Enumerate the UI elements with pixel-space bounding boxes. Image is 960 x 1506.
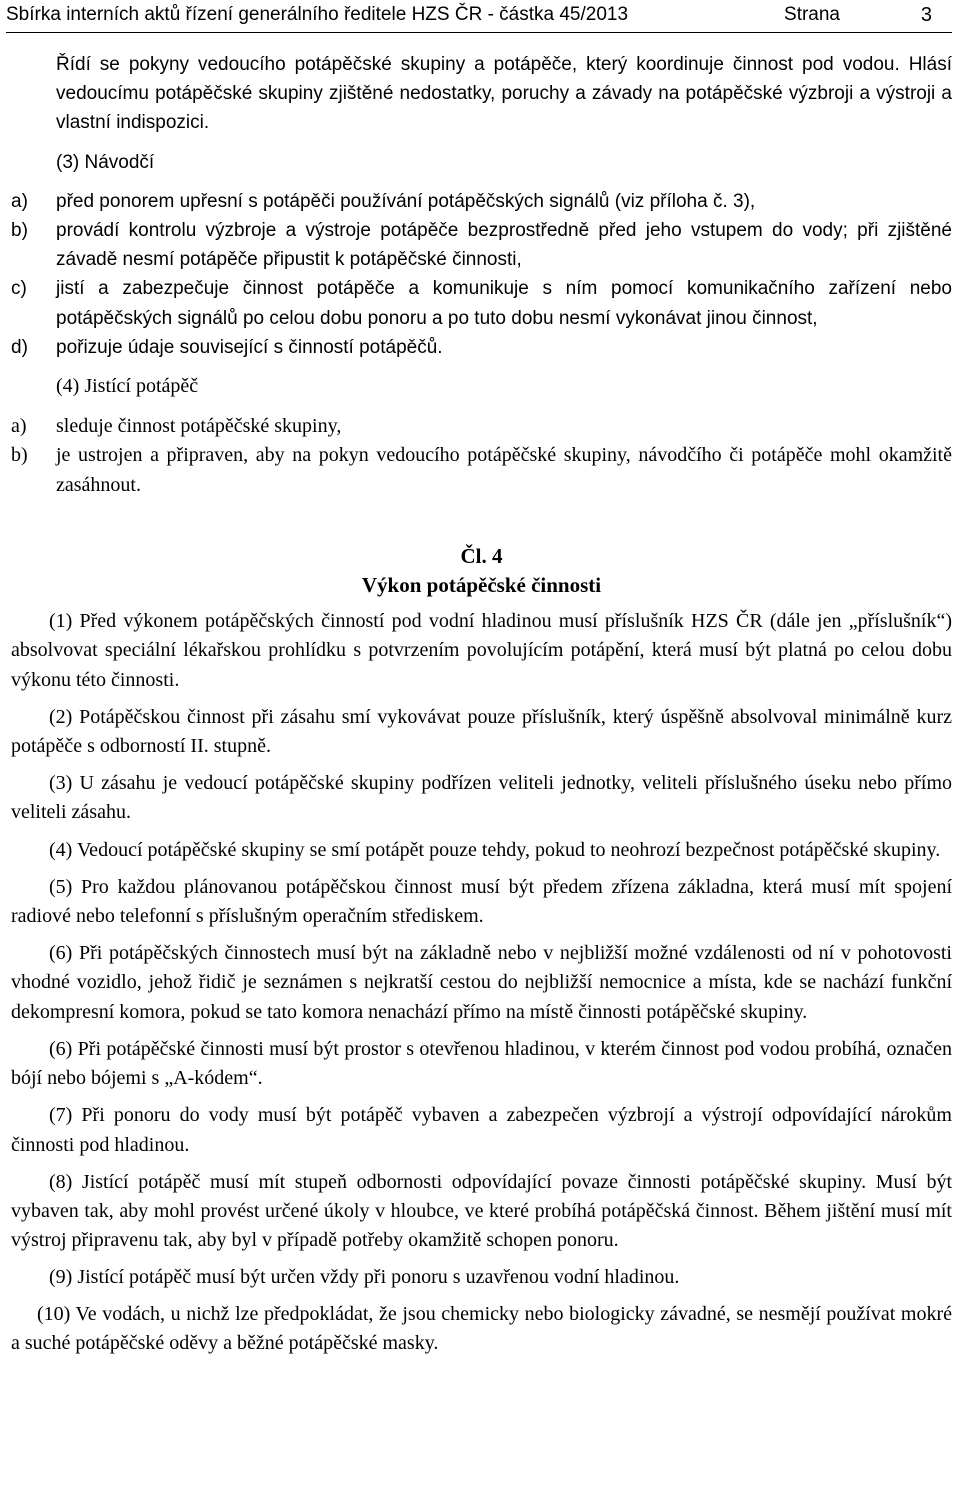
list-item-text: provádí kontrolu výzbroje a výstroje potápěče bezprostředně před jeho vstupem do vody; při zjištěné závadě nesmí potápěče připustit k potápěčské činnosti, <box>56 220 952 271</box>
list-item-label: c) <box>11 278 27 300</box>
list-item-text: před ponorem upřesní s potápěči používání potápěčských signálů (viz příloha č. 3), <box>56 190 756 212</box>
article-paragraph: (1) Před výkonem potápěčských činností pod vodní hladinou musí příslušník HZS ČR (dále jen „příslušník“) absolvovat speciální lékařskou prohlídku s potvrzením povolujícím potápění, která musí být platná po celou dobu výkonu této činnosti. <box>11 610 952 691</box>
intro-paragraph: Řídí se pokyny vedoucího potápěčské skupiny a potápěče, který koordinuje činnost pod vodou. Hlásí vedoucímu potápěčské skupiny zjištěné nedostatky, poruchy a závady na potápěčské výzbroji a výstroji a vlastní indispozici. <box>56 54 952 134</box>
article-paragraph: (3) U zásahu je vedoucí potápěčské skupiny podřízen veliteli jednotky, veliteli příslušného úseku nebo přímo veliteli zásahu. <box>11 772 952 824</box>
article-paragraph: (5) Pro každou plánovanou potápěčskou činnost musí být předem zřízena základna, která musí mít spojení radiové nebo telefonní s příslušným operačním střediskem. <box>11 875 952 928</box>
article-paragraph: (10) Ve vodách, u nichž lze předpokládat, že jsou chemicky nebo biologicky závadné, se nesmějí používat mokré a suché potápěčské oděvy a běžné potápěčské masky. <box>11 1302 952 1354</box>
document-body <box>11 50 952 1358</box>
list-item <box>11 187 952 216</box>
list-item-label: b) <box>11 444 28 467</box>
list-item <box>11 412 952 441</box>
list-item <box>11 216 952 274</box>
list-item-label: d) <box>11 336 28 358</box>
list-item <box>11 441 952 499</box>
article-paragraph: (6) Při potápěčské činnosti musí být prostor s otevřenou hladinou, v kterém činnost pod vodou probíhá, označen bójí nebo bójemi s „A-kódem“. <box>11 1037 952 1090</box>
article-paragraph: (9) Jistící potápěč musí být určen vždy při ponoru s uzavřenou vodní hladinou. <box>49 1266 680 1289</box>
list-item-text: je ustrojen a připraven, aby na pokyn vedoucího potápěčské skupiny, návodčího či potápěče mohl okamžitě zasáhnout. <box>56 444 952 496</box>
list-item-label: a) <box>11 415 27 438</box>
header-page-number: 3 <box>920 4 932 26</box>
section-3-list <box>11 187 952 362</box>
list-item <box>11 274 952 332</box>
article-title: Výkon potápěčské činnosti <box>361 573 602 598</box>
section-3-heading: (3) Návodčí <box>56 151 155 173</box>
article-paragraph: (6) Při potápěčských činnostech musí být na základně nebo v nejbližší možné vzdálenosti od ní v pohotovosti vhodné vozidlo, jehož řidič je seznámen s nejkratší cestou do nejbližší nemocnice a místa, kde se nachází funkční dekompresní komora, pokud se tato komora nenachází přímo na místě činnosti potápěčské skupiny. <box>11 942 952 1023</box>
section-4-heading: (4) Jistící potápěč <box>56 375 199 398</box>
article-paragraph: (8) Jistící potápěč musí mít stupeň odbornosti odpovídající povaze činnosti potápěčské skupiny. Musí být vybaven tak, aby mohl provést určené úkoly v hloubce, ve které probíhá potápěčská činnost. Během jištění musí mít výstroj připravenu tak, aby byl v případě potřeby okamžitě schopen ponoru. <box>11 1170 952 1252</box>
list-item <box>11 333 952 362</box>
header-title: Sbírka interních aktů řízení generálního ředitele HZS ČR - částka 45/2013 <box>6 4 629 25</box>
list-item-label: a) <box>11 190 28 212</box>
list-item-text: pořizuje údaje související s činností potápěčů. <box>56 336 443 358</box>
list-item-text: sleduje činnost potápěčské skupiny, <box>56 415 342 438</box>
article-paragraph: (4) Vedoucí potápěčské skupiny se smí potápět pouze tehdy, pokud to neohrozí bezpečnost potápěčské skupiny. <box>49 838 941 861</box>
list-item-label: b) <box>11 220 28 242</box>
header-page-label: Strana <box>784 4 840 25</box>
article-paragraph: (2) Potápěčskou činnost při zásahu smí vykovávat pouze příslušník, který úspěšně absolvoval minimálně kurz potápěče s odborností II. stupně. <box>11 705 952 758</box>
article-paragraph: (7) Při ponoru do vody musí být potápěč vybaven a zabezpečen výzbrojí a výstrojí odpovídající nárokům činnosti pod hladinou. <box>11 1104 952 1156</box>
list-item-text: jistí a zabezpečuje činnost potápěče a komunikuje s ním pomocí komunikačního zařízení nebo potápěčských signálů po celou dobu ponoru a po tuto dobu nesmí vykonávat jinou činnost, <box>56 278 952 329</box>
article-number: Čl. 4 <box>460 543 503 568</box>
section-4-list <box>11 412 952 500</box>
page-header <box>6 2 952 33</box>
